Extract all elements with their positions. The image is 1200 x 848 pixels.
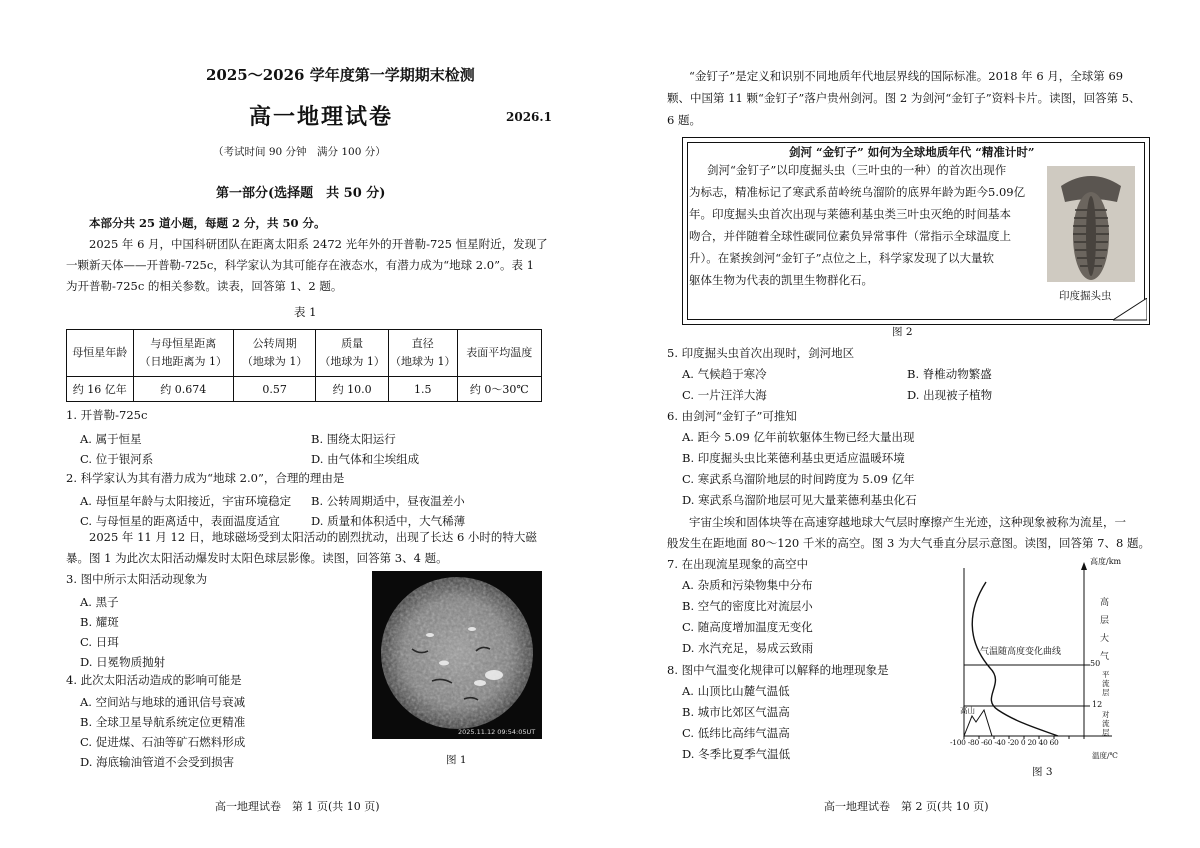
school-year-header: 2025～2026 学年度第一学期期末检测	[206, 66, 475, 84]
question-3-option-c[interactable]: C. 日珥	[80, 635, 119, 649]
table-value-cell: 约 0.674	[133, 377, 233, 402]
part-intro: 本部分共 25 道小题，每题 2 分，共 50 分。	[89, 216, 326, 230]
table-caption: 表 1	[294, 305, 317, 319]
card-line: 年。印度掘头虫首次出现与莱德利基虫类三叶虫灭绝的时间基本	[689, 207, 1011, 221]
parameter-table	[66, 329, 542, 402]
table-header-cell: 母恒星年龄	[67, 330, 134, 377]
table-value-cell: 1.5	[388, 377, 457, 402]
intro-line: 颗、中国第 11 颗“金钉子”落户贵州剑河。图 2 为剑河“金钉子”资料卡片。读图，回答第 5、	[667, 91, 1141, 105]
table-header-cell: 质量 （地球为 1）	[316, 330, 389, 377]
page-1-footer: 高一地理试卷 第 1 页(共 10 页)	[215, 800, 380, 813]
sun-chromosphere-image	[372, 571, 542, 739]
question-7-option-b[interactable]: B. 空气的密度比对流层小	[682, 599, 813, 613]
y-axis-label: 高度/km	[1090, 557, 1122, 566]
card-title: 剑河 “金钉子” 如何为全球地质年代 “精准计时”	[789, 145, 1035, 159]
question-2-option-b[interactable]: B. 公转周期适中，昼夜温差小	[311, 494, 465, 508]
table-header-cell: 表面平均温度	[457, 330, 542, 377]
card-line: 吻合，并伴随着全球性碳同位素负异常事件（常指示全球温度上	[689, 229, 1011, 243]
figure-2-caption: 图 2	[892, 326, 913, 338]
question-6-option-c[interactable]: C. 寒武系乌溜阶地层的时间跨度为 5.09 亿年	[682, 472, 915, 486]
question-1-stem: 1. 开普勒-725c	[66, 408, 148, 422]
question-8-option-c[interactable]: C. 低纬比高纬气温高	[682, 726, 790, 740]
question-4-stem: 4. 此次太阳活动造成的影响可能是	[66, 673, 242, 687]
page-2-footer: 高一地理试卷 第 2 页(共 10 页)	[824, 800, 989, 813]
passage2-line: 暴。图 1 为此次太阳活动爆发时太阳色球层影像。读图，回答第 3、4 题。	[66, 551, 448, 565]
question-3-stem: 3. 图中所示太阳活动现象为	[66, 572, 208, 586]
x-tick-labels: -100 -80 -60 -40 -20 0 20 40 60	[950, 738, 1059, 747]
figure-1-timestamp: 2025.11.12 09:54:05UT	[458, 728, 536, 736]
question-5-option-b[interactable]: B. 脊椎动物繁盛	[907, 367, 992, 381]
question-4-option-b[interactable]: B. 全球卫星导航系统定位更精准	[80, 715, 246, 729]
question-6-option-b[interactable]: B. 印度掘头虫比莱德利基虫更适应温暖环境	[682, 451, 905, 465]
question-6-stem: 6. 由剑河“金钉子”可推知	[667, 409, 797, 423]
passage1-line: 一颗新天体——开普勒-725c，科学家认为其可能存在液态水，有潜力成为“地球 2.0”。表 1	[66, 258, 534, 272]
passage2-line: 2025 年 11 月 12 日，地球磁场受到太阳活动的剧烈扰动，出现了长达 6 小时的特大磁	[89, 530, 537, 544]
table-value-cell: 约 0～30℃	[457, 377, 542, 402]
intro-line: 6 题。	[667, 113, 701, 127]
figure-3-atmosphere-diagram	[946, 557, 1124, 760]
table-value-cell: 约 10.0	[316, 377, 389, 402]
question-7-option-a[interactable]: A. 杂质和污染物集中分布	[682, 578, 813, 592]
question-5-stem: 5. 印度掘头虫首次出现时，剑河地区	[667, 346, 855, 360]
question-1-option-a[interactable]: A. 属于恒星	[80, 432, 142, 446]
card-line: 为标志，精准标记了寒武系苗岭统乌溜阶的底界年龄为距今5.09亿	[689, 185, 1026, 199]
exam-info: （考试时间 90 分钟 满分 100 分）	[213, 146, 386, 158]
question-6-option-d[interactable]: D. 寒武系乌溜阶地层可见大量莱德利基虫化石	[682, 493, 917, 507]
table-header-cell: 公转周期 （地球为 1）	[233, 330, 315, 377]
fossil-label: 印度掘头虫	[1059, 290, 1112, 302]
question-3-option-d[interactable]: D. 日冕物质抛射	[80, 655, 166, 669]
question-4-option-d[interactable]: D. 海底输油管道不会受到损害	[80, 755, 235, 769]
table-value-cell: 0.57	[233, 377, 315, 402]
question-4-option-a[interactable]: A. 空间站与地球的通讯信号衰减	[80, 695, 246, 709]
card-line: 剑河“金钉子”以印度掘头虫（三叶虫的一种）的首次出现作	[707, 163, 1007, 177]
question-3-option-a[interactable]: A. 黑子	[80, 595, 119, 609]
question-7-option-d[interactable]: D. 水汽充足，易成云致雨	[682, 641, 814, 655]
mountain-label: 高山	[960, 706, 975, 715]
figure-3-caption: 图 3	[1032, 766, 1053, 778]
table-header-cell: 直径 （地球为 1）	[388, 330, 457, 377]
question-8-option-d[interactable]: D. 冬季比夏季气温低	[682, 747, 791, 761]
figure-2-info-card	[682, 137, 1150, 325]
table-value-cell: 约 16 亿年	[67, 377, 134, 402]
curve-label	[980, 644, 1062, 724]
question-2-stem: 2. 科学家认为其有潜力成为“地球 2.0”，合理的理由是	[66, 471, 345, 485]
question-7-option-c[interactable]: C. 随高度增加温度无变化	[682, 620, 813, 634]
exam-title: 高一地理试卷	[249, 104, 394, 130]
passage3-line: 宇宙尘埃和固体块等在高速穿越地球大气层时摩擦产生光迹，这种现象被称为流星，一	[689, 515, 1126, 529]
table-header-cell: 与母恒星距离 （日地距离为 1）	[133, 330, 233, 377]
layer-label-upper: 高层大气	[1100, 598, 1110, 662]
question-5-option-d[interactable]: D. 出现被子植物	[907, 388, 993, 402]
question-6-option-a[interactable]: A. 距今 5.09 亿年前软躯体生物已经大量出现	[682, 430, 915, 444]
intro-line: “金钉子”是定义和识别不同地质年代地层界线的国际标准。2018 年 6 月，全球第 69	[689, 69, 1124, 83]
layer-label-stratosphere: 平流层	[1102, 670, 1110, 697]
figure-1-sun-image	[372, 571, 542, 739]
curve-label-text: 气温随高度变化曲线	[980, 647, 1062, 657]
exam-page-2	[600, 0, 1200, 848]
question-7-stem: 7. 在出现流星现象的高空中	[667, 557, 809, 571]
question-2-option-d[interactable]: D. 质量和体积适中，大气稀薄	[311, 514, 466, 528]
question-4-option-c[interactable]: C. 促进煤、石油等矿石燃料形成	[80, 735, 246, 749]
trilobite-fossil-image	[1047, 166, 1135, 282]
question-5-option-a[interactable]: A. 气候趋于寒冷	[682, 367, 767, 381]
y-mark-12: 12	[1092, 700, 1103, 709]
card-page-curl-icon	[1113, 298, 1147, 322]
question-5-option-c[interactable]: C. 一片汪洋大海	[682, 388, 767, 402]
passage3-line: 般发生在距地面 80～120 千米的高空。图 3 为大气垂直分层示意图。读图，回答第 7、8 题。	[667, 536, 1150, 550]
x-axis-label: 温度/℃	[1092, 751, 1118, 760]
question-1-option-d[interactable]: D. 由气体和尘埃组成	[311, 452, 420, 466]
figure-1-caption: 图 1	[446, 754, 467, 766]
question-8-option-a[interactable]: A. 山顶比山麓气温低	[682, 684, 790, 698]
part-title: 第一部分(选择题 共 50 分)	[216, 186, 386, 201]
question-8-stem: 8. 图中气温变化规律可以解释的地理现象是	[667, 663, 889, 677]
trilobite-fossil-icon	[1047, 166, 1135, 282]
exam-date: 2026.1	[506, 110, 552, 124]
question-2-option-a[interactable]: A. 母恒星年龄与太阳接近，宇宙环境稳定	[80, 494, 292, 508]
question-8-option-b[interactable]: B. 城市比郊区气温高	[682, 705, 790, 719]
question-2-option-c[interactable]: C. 与母恒星的距离适中，表面温度适宜	[80, 514, 280, 528]
question-3-option-b[interactable]: B. 耀斑	[80, 615, 119, 629]
card-line: 升）。在紧挨剑河“金钉子”点位之上，科学家发现了以大量软	[689, 251, 995, 265]
question-1-option-c[interactable]: C. 位于银河系	[80, 452, 154, 466]
layer-label-troposphere: 对流层	[1102, 710, 1110, 737]
card-line: 躯体生物为代表的凯里生物群化石。	[689, 273, 873, 287]
question-1-option-b[interactable]: B. 围绕太阳运行	[311, 432, 396, 446]
y-mark-50: 50	[1090, 659, 1101, 668]
passage1-line: 2025 年 6 月，中国科研团队在距离太阳系 2472 光年外的开普勒-725 恒星附近，发现了	[89, 237, 548, 251]
passage1-line: 为开普勒-725c 的相关参数。读表，回答第 1、2 题。	[66, 279, 343, 293]
